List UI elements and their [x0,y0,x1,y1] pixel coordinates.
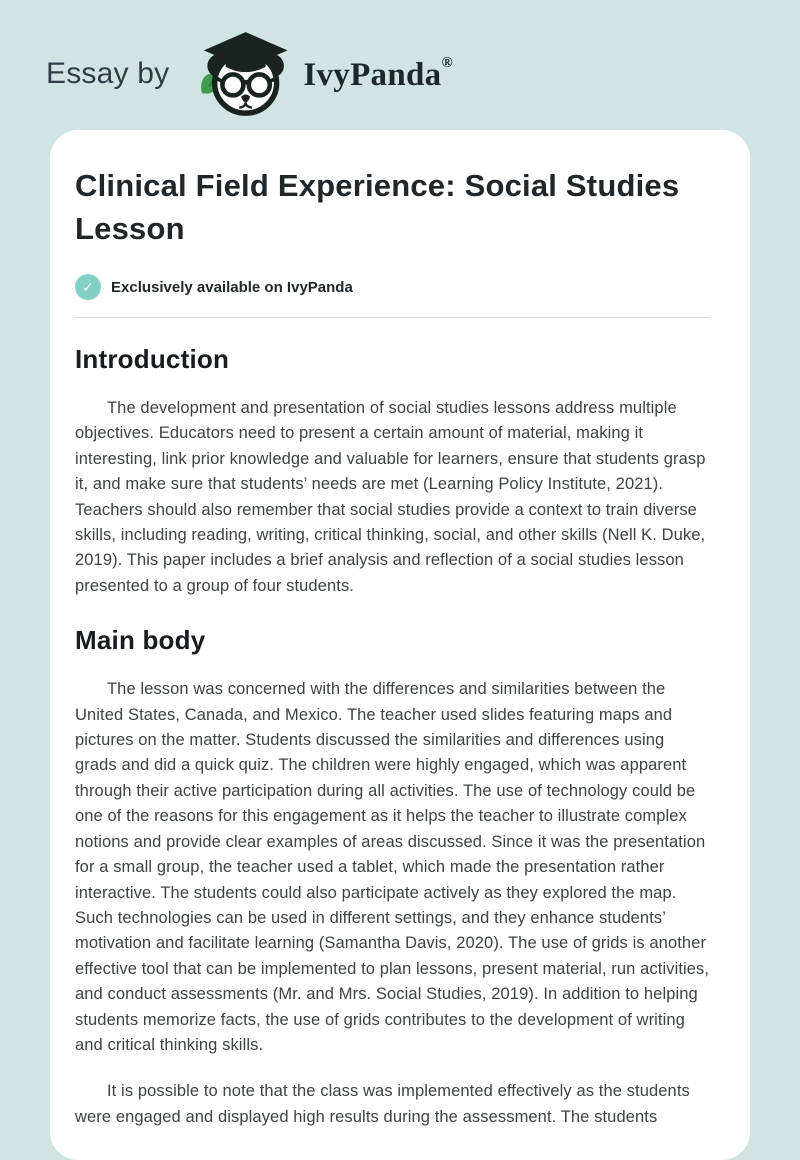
section-heading-introduction: Introduction [75,344,230,374]
paragraph: The lesson was concerned with the differences and similarities between the United States, Canada, and Mexico. The teacher used slides featuring maps and pictures on the matter. Students discussed the similarities and differences using grads and did a quick quiz. The children were highly engaged, which was apparent through their active participation during all activities. The use of technology could be one of the reasons for this engagement as it helps the teacher to illustrate complex notions and provide clear examples of areas discussed. Since it was the presentation for a small group, the teacher used a tablet, which made the presentation rather interactive. The students could also participate actively as they explored the map. Such technologies can be used in different settings, and they enhance students’ motivation and facilitate learning (Samantha Davis, 2020). The use of grids is another effective tool that can be implemented to plan lessons, present material, run activities, and conduct assessments (Mr. and Mrs. Social Studies, 2019). In addition to helping students memorize facts, the use of grids contributes to the development of writing and critical thinking skills. [75,680,710,1054]
paragraph: It is possible to note that the class was implemented effectively as the students were engaged and displayed high results during the assessment. The students [75,1082,690,1126]
essay-by-label: Essay by [46,57,170,90]
section-heading-main-body: Main body [75,625,206,656]
panda-graduate-icon [191,30,293,118]
brand-wordmark: IvyPanda® [303,54,453,93]
divider [75,317,710,318]
registered-mark: ® [441,54,453,71]
exclusive-badge-label: Exclusively available on IvyPanda [111,278,353,296]
paragraph: The development and presentation of social studies lessons address multiple objectives. Educators need to present a certain amount of material, making it interesting, link prior knowledge and valuable for learners, ensure that students grasp it, and make sure that students’ needs are met (Learning Policy Institute, 2021). Teachers should also remember that social studies provide a context to train diverse skills, including reading, writing, critical thinking, social, and other skills (Nell K. Duke, 2019). This paper includes a brief analysis and reflection of a social studies lesson presented to a group of four students. [75,399,706,595]
check-icon: ✓ [75,274,101,300]
essay-card [50,130,750,1160]
exclusive-badge [75,274,710,300]
page-title: Clinical Field Experience: Social Studies Lesson [75,168,680,246]
site-header [0,0,800,118]
